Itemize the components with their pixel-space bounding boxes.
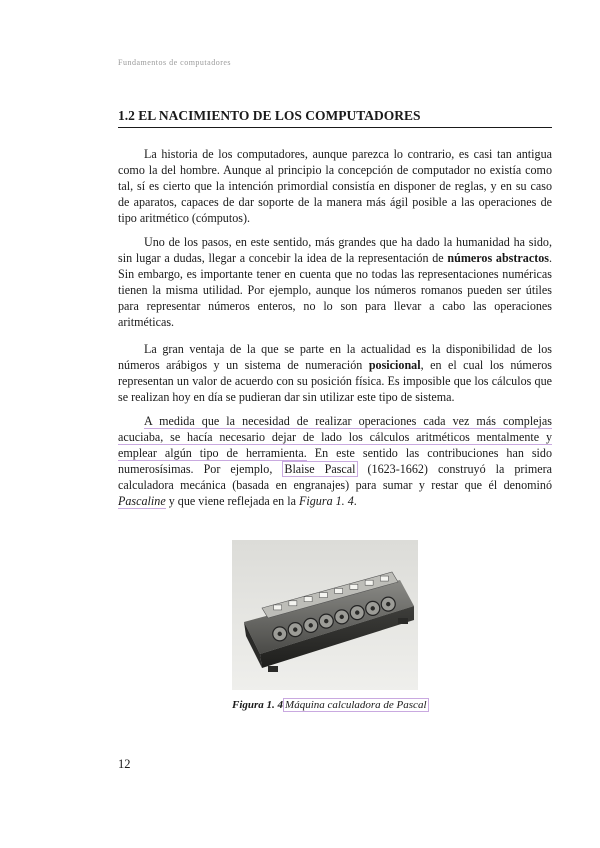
paragraph-2-part: . Sin embargo, es importante tener en cuenta que no todas las representaciones numéricas tienen la misma utilidad. Por ejemplo, aunque los números romanos pueden ser útiles para representar números enteros, no lo son para llevar a cabo las operaciones aritméticas. — [118, 251, 553, 329]
emphasis-numeros-abstractos: números abstractos — [447, 251, 549, 265]
running-header: Fundamentos de computadores — [118, 58, 232, 67]
highlighted-blaise-pascal[interactable]: Blaise Pascal — [284, 462, 356, 476]
section-title: 1.2 EL NACIMIENTO DE LOS COMPUTADORES — [118, 108, 552, 128]
page-number: 12 — [118, 757, 131, 771]
display-window — [365, 580, 373, 585]
figure-pascaline-photo — [232, 540, 418, 690]
paragraph-4-text — [118, 413, 552, 509]
dial-hub — [355, 610, 359, 614]
machine-foot-right — [398, 618, 408, 624]
paragraph-4-part: (1623-1662) construyó la primera calculadora mecánica (basada en engranajes) para sumar y restar que él denominó — [118, 462, 552, 492]
paragraph-1-text: La historia de los computadores, aunque parezca lo contrario, es casi tan antigua como la del hombre. Aunque al principio la concepción de computador no existía como tal, sí es cierto que la intención primordial consistía en disponer de reglas, y en su caso de aparatos, capaces de dar soporte de la manera más ágil posible a las operaciones de tipo aritmético (cómputos). — [118, 147, 552, 225]
figure-caption-text[interactable]: Máquina calculadora de Pascal — [285, 699, 427, 711]
display-window — [319, 593, 327, 598]
display-window — [289, 601, 297, 606]
highlighted-pascaline[interactable]: Pascaline — [118, 494, 166, 508]
pascaline-illustration — [232, 540, 418, 690]
highlighted-sentence[interactable]: A medida que la necesidad de realizar operaciones cada vez más complejas acuciaba, se hacía necesario dejar de lado los cálculos aritméticos mentalmente y emplear algún tipo de herramienta. — [118, 414, 552, 460]
paragraph-3-text — [118, 341, 552, 405]
figure-caption — [232, 699, 429, 711]
dial-hub — [309, 623, 313, 627]
paragraph-2-part: Uno de los pasos, en este sentido, más grandes que ha dado la humanidad ha sido, sin lugar a dudas, llegar a concebir la idea de la representación de — [118, 235, 552, 265]
paragraph-3-part: , en el cual los números representan un valor de acuerdo con su posición física. Es imposible que los cálculos que se realizan hoy en día se pudieran dar sin utilizar este tipo de sistema. — [118, 358, 552, 404]
paragraph-3 — [118, 341, 552, 405]
display-window — [380, 576, 388, 581]
display-window — [335, 588, 343, 593]
machine-foot-left — [268, 666, 278, 672]
paragraph-4-part: En este sentido las contribuciones han sido numerosísimas. Por ejemplo, — [118, 446, 553, 476]
dial-hub — [340, 615, 344, 619]
display-window — [350, 584, 358, 589]
dial-hub — [324, 619, 328, 623]
figure-reference: Figura 1. 4 — [299, 494, 354, 508]
paragraph-4-part: y que viene reflejada en la — [165, 494, 300, 508]
paragraph-4-part: . — [353, 494, 357, 508]
paragraph-1 — [118, 146, 552, 226]
dial-hub — [371, 606, 375, 610]
paragraph-3-part: La gran ventaja de la que se parte en la actualidad es la disponibilidad de los números arábigos y un sistema de numeración — [118, 342, 552, 372]
paragraph-4 — [118, 413, 552, 509]
figure-caption-label: Figura 1. 4 — [232, 699, 284, 711]
display-window — [304, 597, 312, 602]
paragraph-2-text — [118, 234, 552, 330]
emphasis-posicional: posicional — [368, 358, 421, 372]
paragraph-2 — [118, 234, 552, 330]
dial-hub — [278, 632, 282, 636]
display-window — [274, 605, 282, 610]
dial-hub — [293, 627, 297, 631]
dial-hub — [386, 602, 390, 606]
